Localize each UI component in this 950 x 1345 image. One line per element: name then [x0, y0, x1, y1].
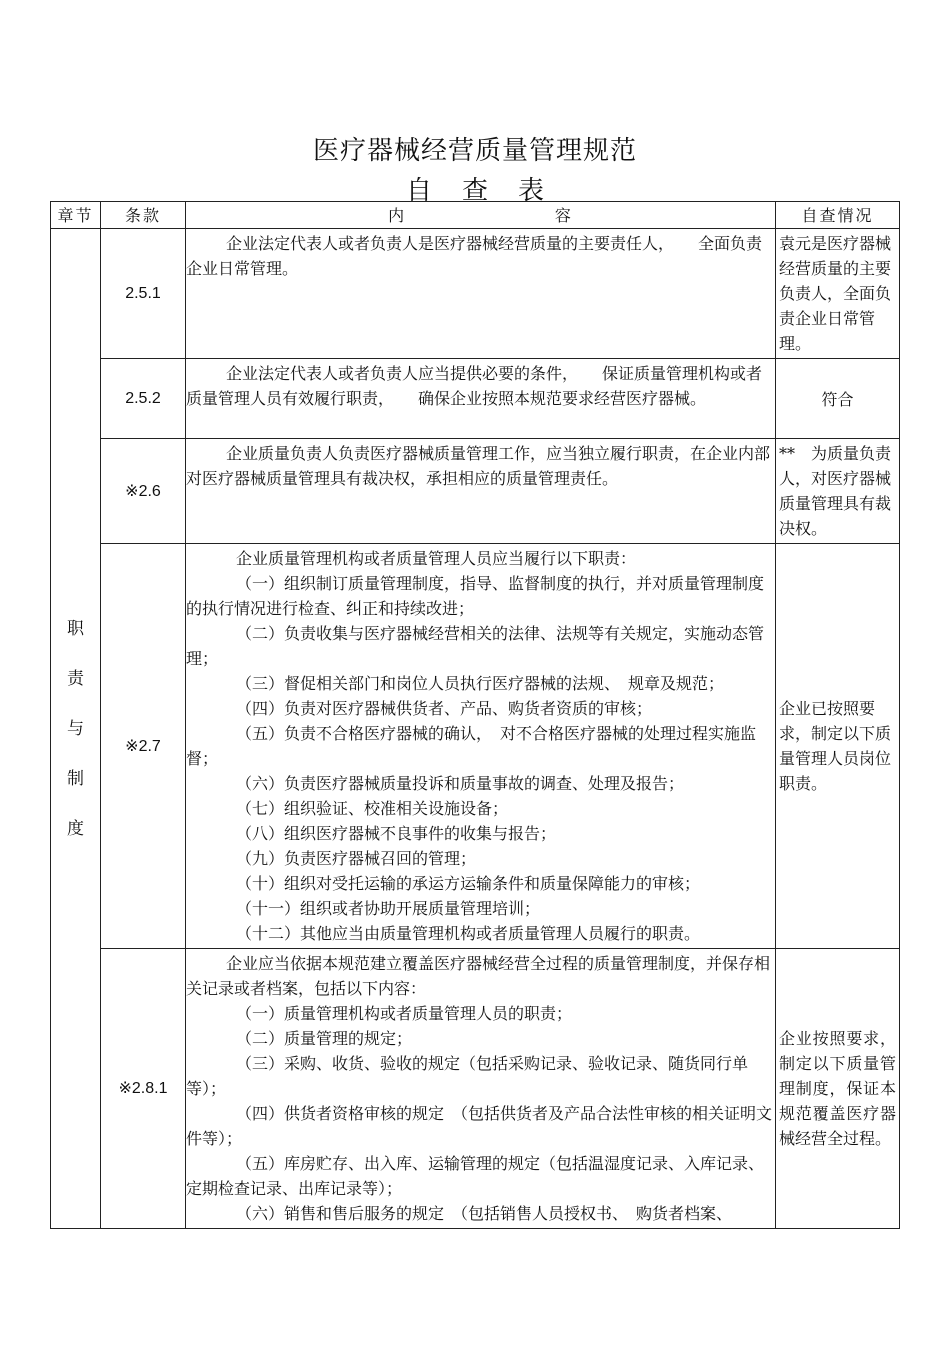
header-chapter: 章节 [51, 202, 101, 229]
content-paragraph: （五）库房贮存、出入库、运输管理的规定（包括温湿度记录、入库记录、定期检查记录、出库记录等）； [186, 1154, 765, 1198]
content-paragraph: （一）质量管理机构或者质量管理人员的职责； [236, 1004, 573, 1023]
table-row [51, 949, 900, 1229]
self-check-cell: 企业按照要求，制定以下质量管理制度，保证本规范覆盖医疗器械经营全过程。 [776, 949, 900, 1229]
clause-cell: 2.5.2 [101, 359, 186, 439]
header-self-check: 自查情况 [776, 202, 900, 229]
self-check-table [50, 201, 900, 1229]
content-paragraph: 企业法定代表人或者负责人应当提供必要的条件， 保证质量管理机构或者质量管理人员有效履行职责， 确保企业按照本规范要求经营医疗器械。 [186, 364, 763, 408]
self-check-cell [776, 359, 900, 439]
content-cell [186, 359, 776, 439]
clause-cell: 2.5.1 [101, 229, 186, 359]
content-paragraph: （三）采购、收货、验收的规定（包括采购记录、验收记录、随货同行单等）； [186, 1054, 749, 1098]
self-check-cell: 企业已按照要求，制定以下质量管理人员岗位职责。 [776, 544, 900, 949]
clause-cell: ※2.8.1 [101, 949, 186, 1229]
content-paragraph: （四）负责对医疗器械供货者、产品、购货者资质的审核； [236, 699, 653, 718]
content-paragraph: （二）质量管理的规定； [236, 1029, 413, 1048]
content-paragraph: 企业应当依据本规范建立覆盖医疗器械经营全过程的质量管理制度，并保存相关记录或者档案，包括以下内容： [186, 954, 771, 998]
content-cell [186, 949, 776, 1229]
table-header-row [51, 202, 900, 229]
content-paragraph: （二）负责收集与医疗器械经营相关的法律、法规等有关规定，实施动态管理； [186, 624, 765, 668]
content-paragraph: （十）组织对受托运输的承运方运输条件和质量保障能力的审核； [236, 874, 701, 893]
content-cell [186, 439, 776, 544]
content-paragraph: 企业质量负责人负责医疗器械质量管理工作，应当独立履行职责，在企业内部对医疗器械质量管理具有裁决权，承担相应的质量管理责任。 [186, 444, 771, 488]
content-paragraph: （一）组织制订质量管理制度，指导、监督制度的执行，并对质量管理制度的执行情况进行检查、纠正和持续改进； [186, 574, 765, 618]
clause-cell: ※2.6 [101, 439, 186, 544]
document-title: 医疗器械经营质量管理规范 [312, 136, 637, 166]
content-cell [186, 544, 776, 949]
self-check-value: 符合 [821, 390, 854, 409]
clause-cell: ※2.7 [101, 544, 186, 949]
content-paragraph: 企业法定代表人或者负责人是医疗器械经营质量的主要责任人， 全面负责企业日常管理。 [186, 234, 763, 278]
content-paragraph: （九）负责医疗器械召回的管理； [236, 849, 477, 868]
table-row [51, 439, 900, 544]
header-content: 内 容 [186, 202, 776, 229]
content-paragraph: （八）组织医疗器械不良事件的收集与报告； [236, 824, 557, 843]
table-row [51, 544, 900, 949]
content-paragraph: （四）供货者资格审核的规定 （包括供货者及产品合法性审核的相关证明文件等）； [186, 1104, 773, 1148]
content-paragraph: （六）负责医疗器械质量投诉和质量事故的调查、处理及报告； [236, 774, 685, 793]
table-row [51, 359, 900, 439]
content-paragraph: （十二）其他应当由质量管理机构或者质量管理人员履行的职责。 [236, 924, 701, 943]
content-paragraph: （五）负责不合格医疗器械的确认， 对不合格医疗器械的处理过程实施监督； [186, 724, 757, 768]
content-cell [186, 229, 776, 359]
table-row [51, 229, 900, 359]
chapter-cell [51, 229, 101, 1229]
content-paragraph: （三）督促相关部门和岗位人员执行医疗器械的法规、 规章及规范； [236, 674, 725, 693]
self-check-cell: ** 为质量负责人，对医疗器械质量管理具有裁决权。 [776, 439, 900, 544]
content-paragraph: （十一）组织或者协助开展质量管理培训； [236, 899, 541, 918]
content-paragraph: （七）组织验证、校准相关设施设备； [236, 799, 509, 818]
document-subtitle: 自查表 [405, 176, 574, 206]
chapter-label: 职 责 与 制 度 [67, 618, 84, 839]
content-paragraph: （六）销售和售后服务的规定 （包括销售人员授权书、 购货者档案、 [236, 1204, 733, 1223]
content-paragraph: 企业质量管理机构或者质量管理人员应当履行以下职责： [236, 549, 637, 568]
self-check-cell: 袁元是医疗器械经营质量的主要负责人，全面负责企业日常管理。 [776, 229, 900, 359]
header-clause: 条款 [101, 202, 186, 229]
